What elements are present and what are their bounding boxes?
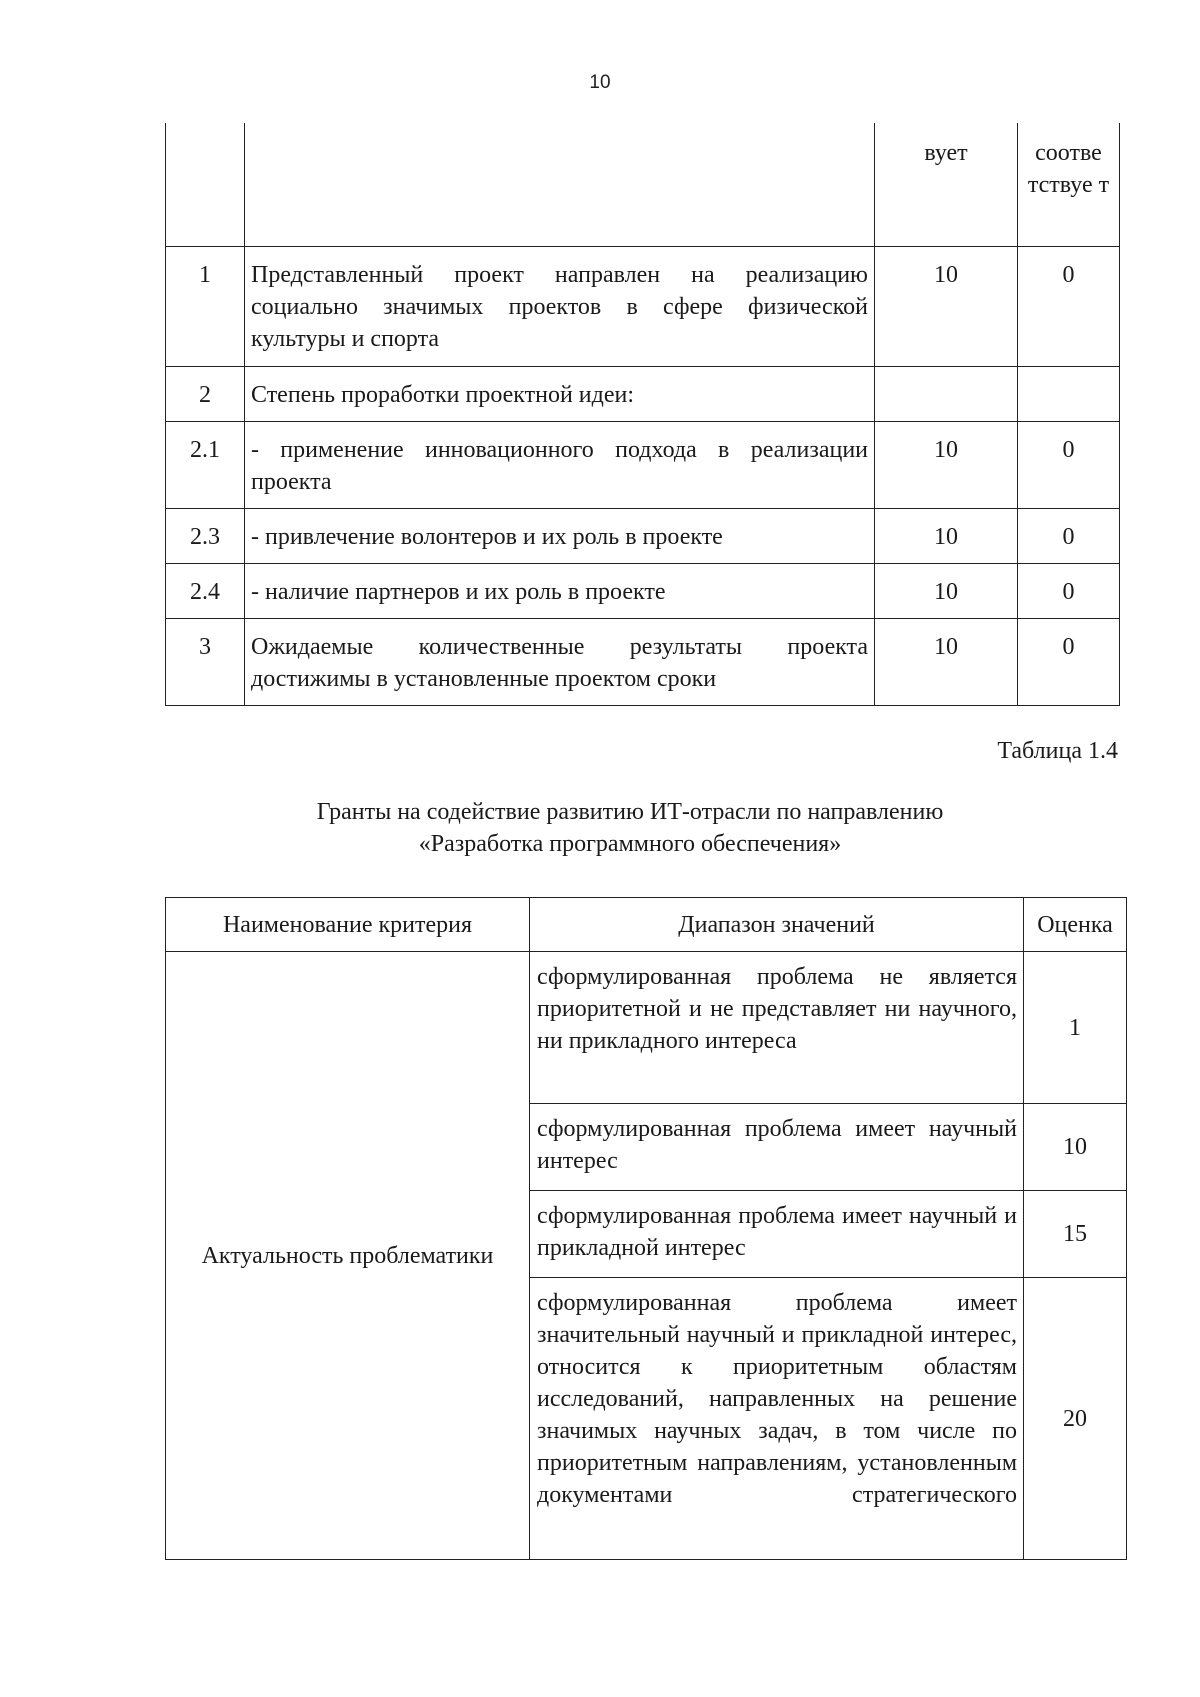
criterion-name: Актуальность проблематики [166, 952, 530, 1560]
table-title-line-2: «Разработка программного обеспечения» [418, 831, 842, 857]
score-corresponds: 10 [875, 618, 1018, 705]
page-number: 10 [589, 72, 611, 93]
score-corresponds [875, 366, 1018, 421]
range-description: сформулированная проблема имеет научный интерес [530, 1104, 1024, 1191]
score-value: 15 [1024, 1191, 1127, 1278]
header-cell-corresponds: вует [875, 123, 1018, 246]
table-row [166, 366, 1120, 421]
row-number: 2 [166, 366, 245, 421]
score-not-corresponds: 0 [1018, 246, 1120, 366]
row-number: 2.4 [166, 563, 245, 618]
table-header-row [166, 123, 1120, 246]
table-title-line-1: Гранты на содействие развитию ИТ-отрасли по направлению [316, 799, 944, 825]
table-row [166, 246, 1120, 366]
row-text: - наличие партнеров и их роль в проекте [245, 563, 875, 618]
score-corresponds: 10 [875, 508, 1018, 563]
table-caption: Таблица 1.4 [997, 738, 1118, 764]
table-row [166, 618, 1120, 705]
header-score: Оценка [1024, 898, 1127, 952]
range-description: сформулированная проблема имеет научный и прикладной интерес [530, 1191, 1024, 1278]
score-not-corresponds [1018, 366, 1120, 421]
header-cell-not-corresponds: соотве тствуе т [1018, 123, 1120, 246]
row-number: 3 [166, 618, 245, 705]
header-criterion-name: Наименование критерия [166, 898, 530, 952]
score-value: 20 [1024, 1278, 1127, 1560]
score-not-corresponds: 0 [1018, 563, 1120, 618]
row-text: - применение инновационного подхода в реализации проекта [245, 421, 875, 508]
table-cell [166, 123, 245, 246]
header-value-range: Диапазон значений [530, 898, 1024, 952]
criteria-table-continued [165, 123, 1120, 706]
table-row [166, 421, 1120, 508]
score-corresponds: 10 [875, 421, 1018, 508]
table-header-row [166, 898, 1127, 952]
range-description: сформулированная проблема не является приоритетной и не представляет ни научного, ни прикладного интереса [530, 952, 1024, 1104]
score-corresponds: 10 [875, 563, 1018, 618]
table-cell [245, 123, 875, 246]
score-not-corresponds: 0 [1018, 508, 1120, 563]
score-corresponds: 10 [875, 246, 1018, 366]
row-text: Представленный проект направлен на реализацию социально значимых проектов в сфере физической культуры и спорта [245, 246, 875, 366]
table-row [166, 508, 1120, 563]
score-value: 1 [1024, 952, 1127, 1104]
score-not-corresponds: 0 [1018, 618, 1120, 705]
row-number: 1 [166, 246, 245, 366]
row-number: 2.1 [166, 421, 245, 508]
row-text: Ожидаемые количественные результаты проекта достижимы в установленные проектом сроки [245, 618, 875, 705]
range-description: сформулированная проблема имеет значительный научный и прикладной интерес, относится к приоритетным областям исследований, направленных на решение значимых научных задач, в том числе по приоритетным направлениям, установленным документами стратегического [530, 1278, 1024, 1560]
table-row [166, 563, 1120, 618]
row-text: Степень проработки проектной идеи: [245, 366, 875, 421]
row-number: 2.3 [166, 508, 245, 563]
table-title [210, 796, 1050, 860]
score-not-corresponds: 0 [1018, 421, 1120, 508]
row-text: - привлечение волонтеров и их роль в проекте [245, 508, 875, 563]
grant-criteria-table [165, 897, 1127, 1560]
table-row [166, 952, 1127, 1104]
score-value: 10 [1024, 1104, 1127, 1191]
